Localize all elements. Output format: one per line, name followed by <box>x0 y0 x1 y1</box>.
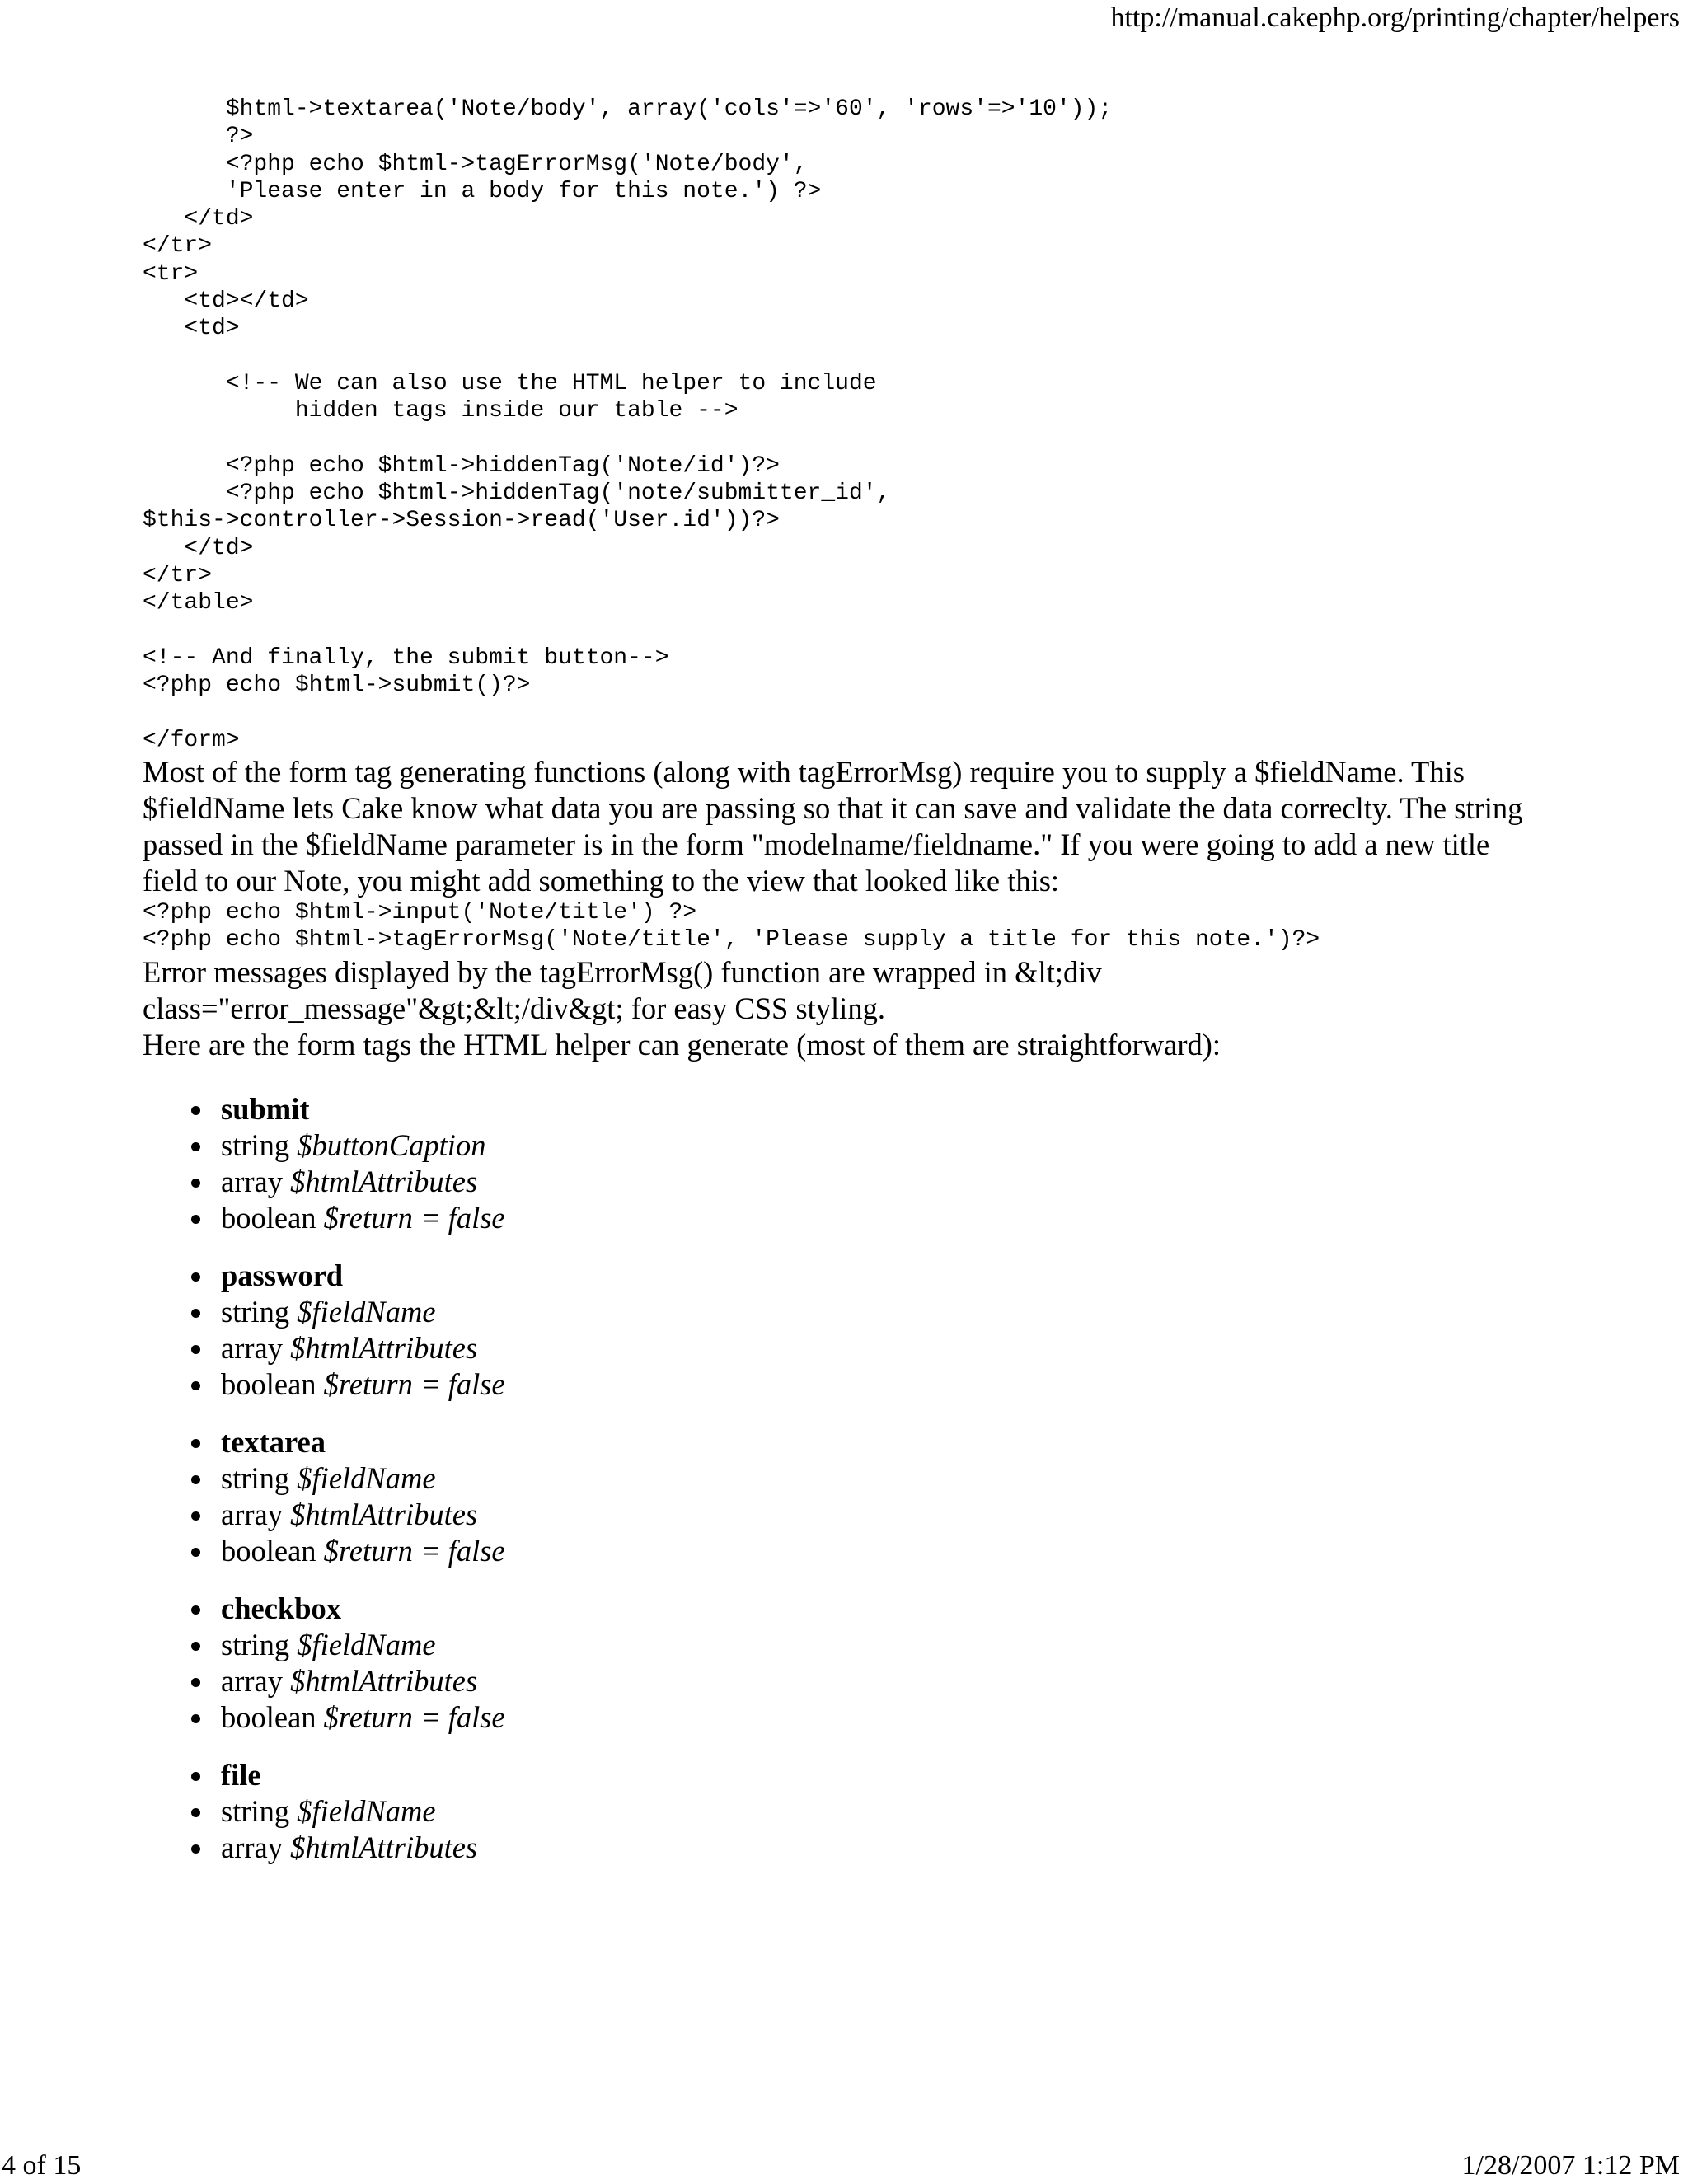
tag-param-item <box>143 1793 1676 1830</box>
param-type: array <box>221 1830 283 1864</box>
tag-items <box>143 1424 1676 1569</box>
tag-param-item <box>143 1830 1676 1866</box>
tag-param-item <box>143 1497 1676 1533</box>
param-name: $return = false <box>323 1699 505 1734</box>
form-tag-list <box>143 1091 1676 1866</box>
param-name: $htmlAttributes <box>290 1663 478 1698</box>
param-type: string <box>221 1127 290 1162</box>
tag-name-item <box>143 1258 1676 1294</box>
footer-datetime: 1/28/2007 1:12 PM <box>1461 2150 1680 2181</box>
page-content <box>143 96 1676 1887</box>
param-name: $return = false <box>323 1200 505 1235</box>
tag-param-item <box>143 1699 1676 1736</box>
param-name: $fieldName <box>297 1627 436 1661</box>
tag-items <box>143 1757 1676 1866</box>
param-type: string <box>221 1294 290 1329</box>
tag-param-item <box>143 1164 1676 1200</box>
param-type: boolean <box>221 1699 316 1734</box>
tag-group-password <box>143 1258 1676 1403</box>
tag-items <box>143 1091 1676 1236</box>
footer-page-number: 4 of 15 <box>2 2150 82 2181</box>
tag-items <box>143 1591 1676 1736</box>
param-type: array <box>221 1164 283 1198</box>
tag-group-textarea <box>143 1424 1676 1569</box>
tag-name: password <box>221 1258 344 1292</box>
paragraph-fieldname: Most of the form tag generating functions (along with tagErrorMsg) require you to supply a $fieldName. This $fieldName lets Cake know what data you are passing so that it can save and validate the data correclty. The string passed in the $fieldName parameter is in the form "modelname/fieldname." If you were going to add a new title field to our Note, you might add something to the view that looked like this: <box>143 755 1523 898</box>
tag-param-item <box>143 1294 1676 1330</box>
param-type: array <box>221 1497 283 1531</box>
tag-param-item <box>143 1330 1676 1366</box>
tag-group-submit <box>143 1091 1676 1236</box>
param-type: boolean <box>221 1366 316 1401</box>
tag-param-item <box>143 1366 1676 1403</box>
param-name: $fieldName <box>297 1460 436 1495</box>
param-name: $htmlAttributes <box>290 1830 478 1864</box>
tag-name: file <box>221 1757 261 1792</box>
tag-name: submit <box>221 1091 310 1126</box>
tag-name: textarea <box>221 1424 326 1459</box>
header-url: http://manual.cakephp.org/printing/chapter/helpers <box>1110 2 1680 33</box>
tag-name-item <box>143 1757 1676 1793</box>
param-name: $return = false <box>323 1366 505 1401</box>
param-name: $htmlAttributes <box>290 1497 478 1531</box>
param-name: $buttonCaption <box>297 1127 486 1162</box>
tag-param-item <box>143 1627 1676 1663</box>
param-name: $fieldName <box>297 1294 436 1329</box>
tag-param-item <box>143 1663 1676 1699</box>
param-name: $fieldName <box>297 1793 436 1828</box>
tag-param-item <box>143 1127 1676 1164</box>
param-type: string <box>221 1460 290 1495</box>
paragraph-list-intro: Here are the form tags the HTML helper can generate (most of them are straightforward): <box>143 1027 1221 1062</box>
tag-name-item <box>143 1091 1676 1127</box>
param-type: array <box>221 1330 283 1365</box>
tag-param-item <box>143 1533 1676 1569</box>
param-type: string <box>221 1627 290 1661</box>
tag-name-item <box>143 1424 1676 1460</box>
code-block-title-field: <?php echo $html->input('Note/title') ?> <?php echo $html->tagErrorMsg('Note/title', 'Please supply a title for this note.')?> <box>143 900 1320 954</box>
param-name: $htmlAttributes <box>290 1330 478 1365</box>
tag-name: checkbox <box>221 1591 341 1625</box>
param-type: boolean <box>221 1533 316 1568</box>
param-type: boolean <box>221 1200 316 1235</box>
tag-name-item <box>143 1591 1676 1627</box>
tag-param-item <box>143 1200 1676 1236</box>
tag-items <box>143 1258 1676 1403</box>
tag-group-file <box>143 1757 1676 1866</box>
param-name: $return = false <box>323 1533 505 1568</box>
tag-group-checkbox <box>143 1591 1676 1736</box>
param-name: $htmlAttributes <box>290 1164 478 1198</box>
param-type: string <box>221 1793 290 1828</box>
tag-param-item <box>143 1460 1676 1497</box>
code-block-form-end: $html->textarea('Note/body', array('cols'=>'60', 'rows'=>'10')); ?> <?php echo $html->tagErrorMsg('Note/body', 'Please enter in a body for this note.') ?> </td> </tr> <tr> <td></td> <td> <!-- We can also use the HTML helper to include hidden tags inside our table --> <?php echo $html->hiddenTag('Note/id')?> <?php echo $html->hiddenTag('note/submitter_id', $this->controller->Session->read('User.id'))?> </td> </tr> </table> <!-- And finally, the submit button--> <?php echo $html->submit()?> </form> <box>143 96 1113 753</box>
param-type: array <box>221 1663 283 1698</box>
paragraph-error-messages: Error messages displayed by the tagErrorMsg() function are wrapped in &lt;div class="error_message"&gt;&lt;/div&gt; for easy CSS styling. <box>143 954 1102 1025</box>
